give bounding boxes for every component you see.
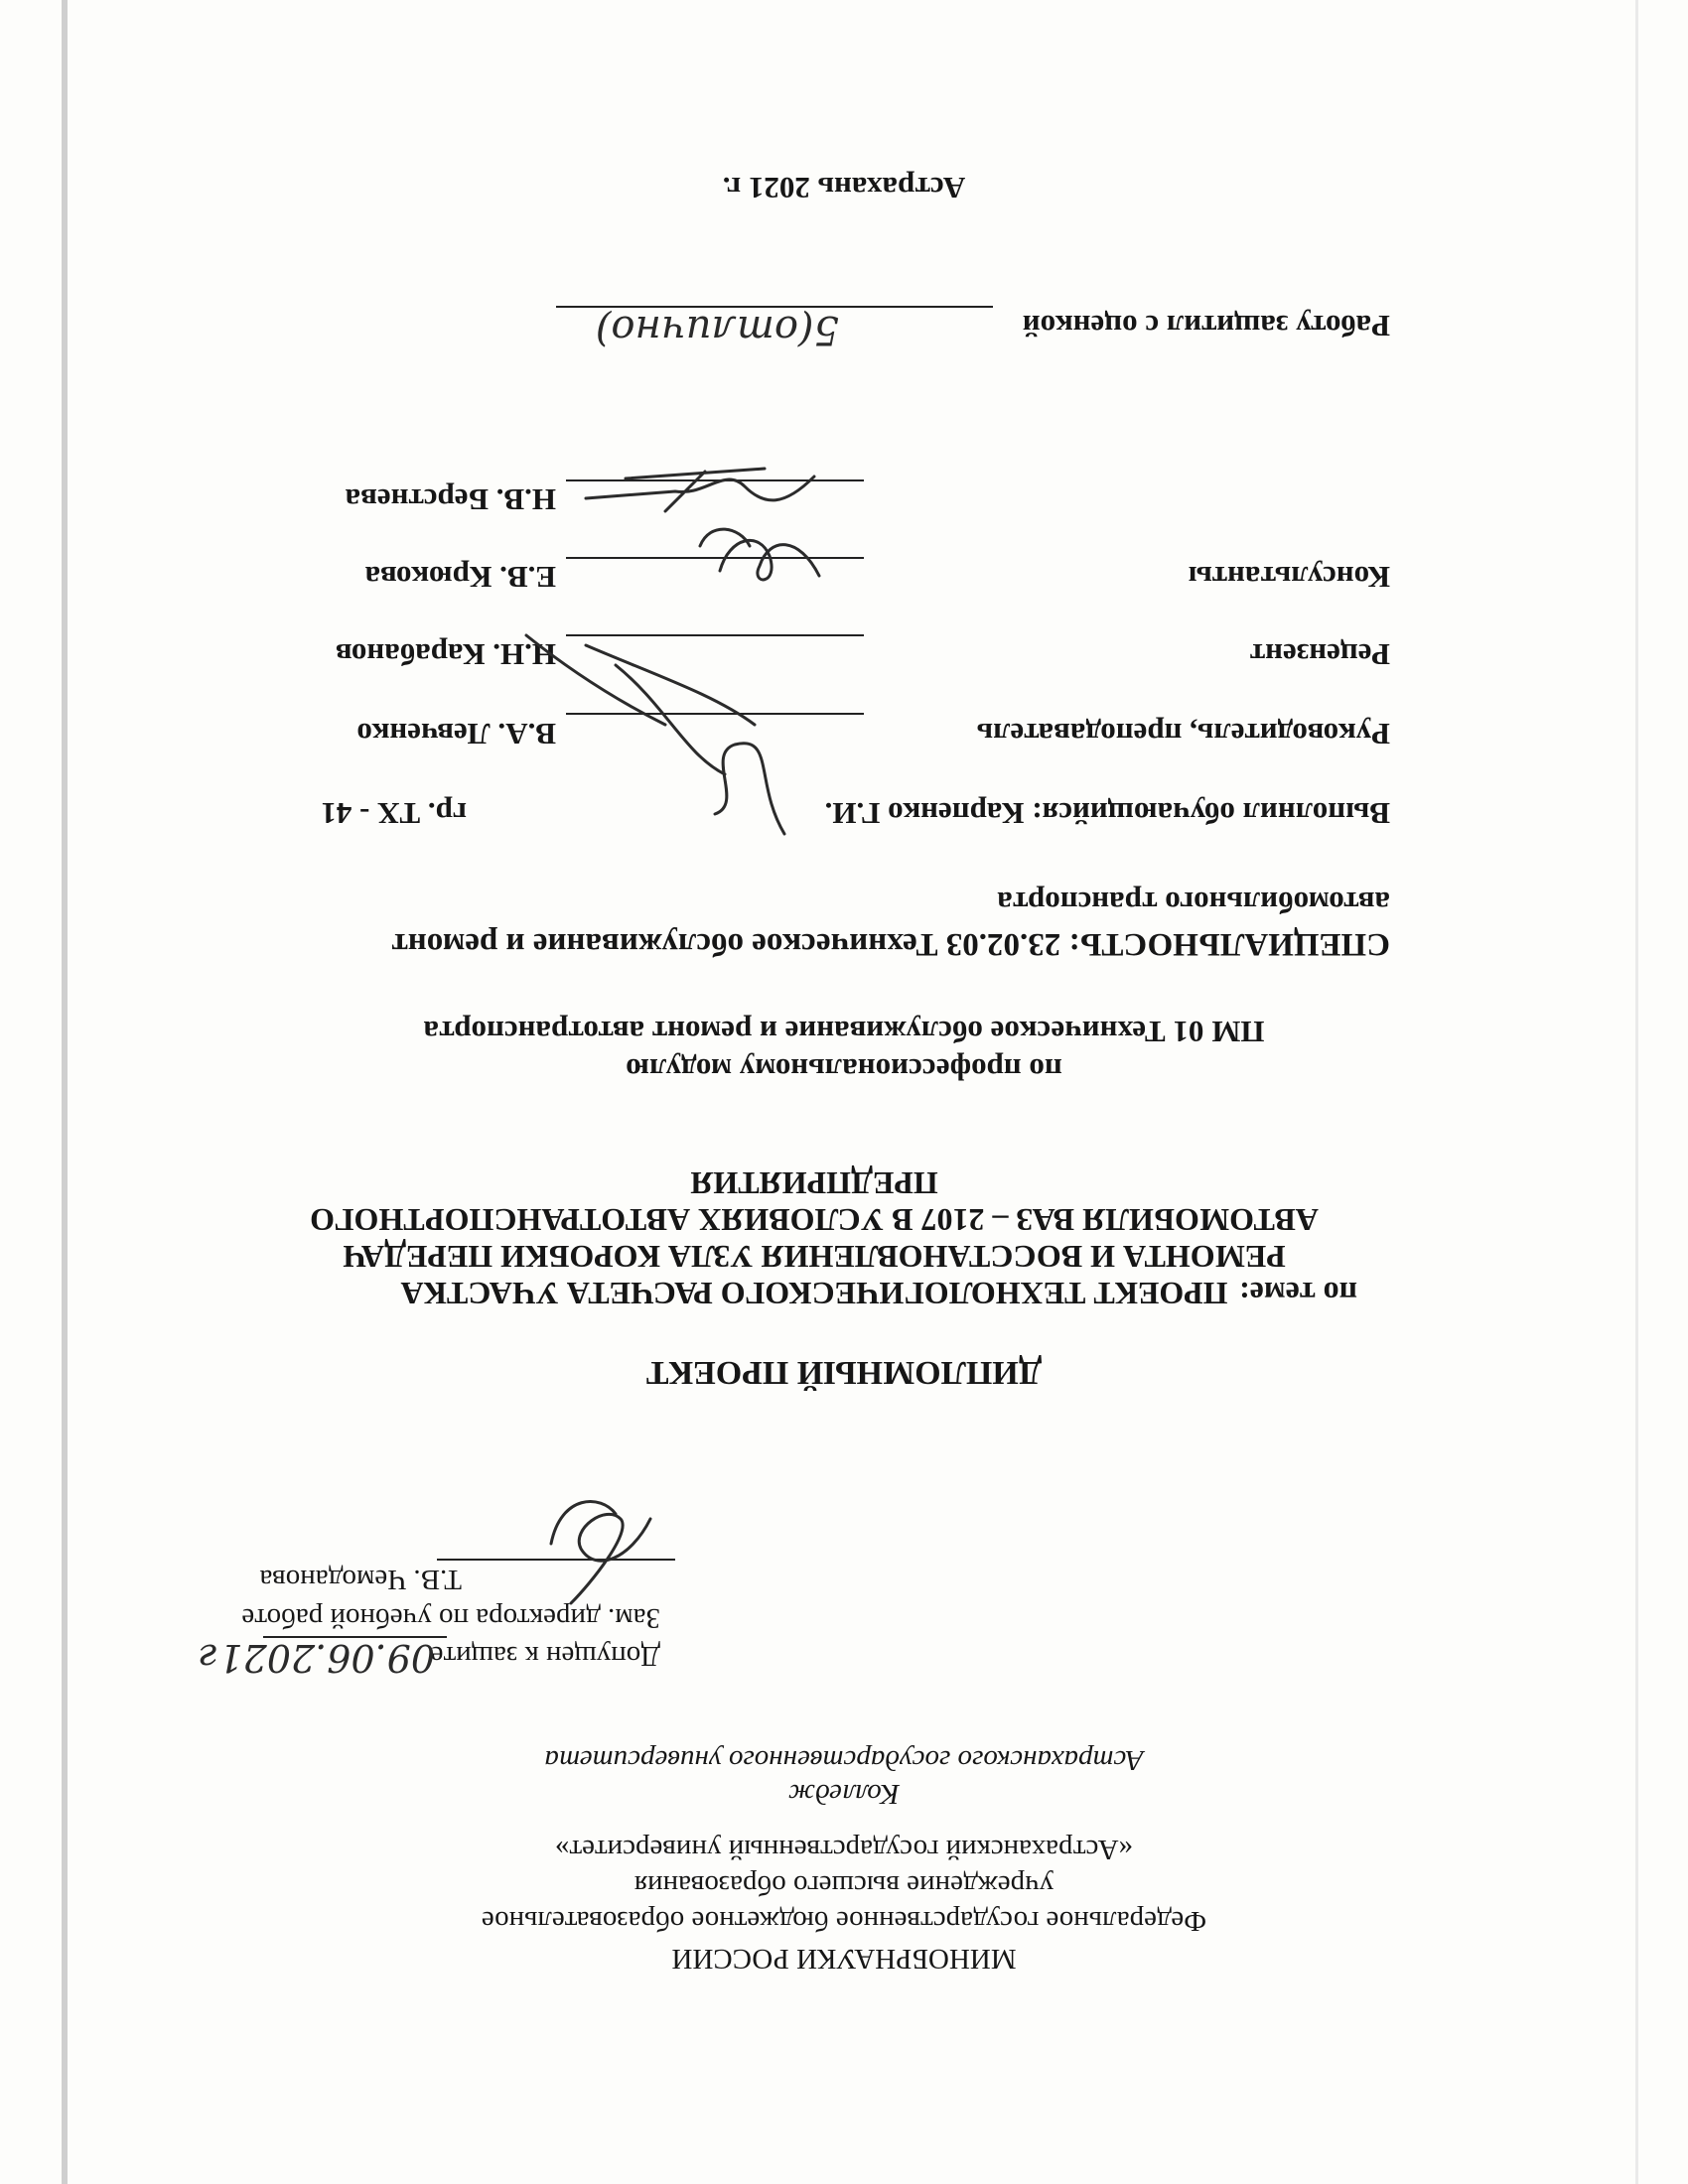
consultant-2-signature [566,457,824,516]
consultant-1-name: Е.В. Крюкова [364,560,556,595]
approver-name: Т.В. Чемоданова [259,1564,462,1595]
consultant-2-name: Н.В. Берстнева [345,482,556,517]
scan-edge-shadow [62,0,68,2184]
college-line-2: Астраханского государственного университета [544,1744,1144,1776]
admitted-label: Допущен к защите [430,1640,660,1672]
scan-edge-margin [1635,0,1638,2184]
topic-line-3: АВТОМОБИЛЯ ВАЗ – 2107 В УСЛОВИЯХ АВТОТРАНСПОРТНОГО [310,1202,1319,1238]
reviewer-name: Н.Н. Карабанов [335,637,556,672]
consultant-1-signature [690,516,839,606]
supervisor-reviewer-signature [496,625,814,874]
specialty-line-1: СПЕЦИАЛЬНОСТЬ: 23.02.03 Техническое обслуживание и ремонт [391,926,1390,962]
reviewer-label: Рецензент [1249,637,1390,672]
ministry-name: МИНОБРНАУКИ РОССИИ [671,1943,1017,1975]
topic-line-1: ПРОЕКТ ТЕХНОЛОГИЧЕСКОГО РАСЧЕТА УЧАСТКА [400,1276,1228,1311]
admitted-date: 09.06.2021г [200,1636,435,1680]
topic-label: по теме: [1238,1276,1357,1311]
supervisor-name: В.А. Левченко [356,717,556,751]
student-label: Выполнил обучающийся: Карпенко Г.И. [824,796,1390,831]
institution-line-3: «Астраханский государственный университет» [554,1834,1134,1865]
topic-line-4: ПРЕДПРИЯТИЯ [690,1165,938,1201]
document-type: ДИПЛОМНЫЙ ПРОЕКТ [645,1354,1043,1391]
institution-line-2: учреждение высшего образования [633,1869,1055,1901]
specialty-line-2: автомобильного транспорта [997,886,1390,920]
admitted-date-line [263,1636,447,1638]
approver-signature [541,1464,690,1613]
supervisor-label: Руководитель, преподаватель [976,717,1390,751]
college-line-1: Колледж [788,1778,900,1810]
module-name: ПМ 01 Техническое обслуживание и ремонт автотранспорта [423,1015,1265,1049]
institution-line-1: Федеральное государственное бюджетное образовательное [481,1905,1207,1937]
consultants-label: Консультанты [1188,560,1390,595]
city-year: Астрахань 2021 г. [722,171,966,205]
student-group: гр. ТХ - 41 [321,796,467,831]
topic-line-2: РЕМОНТА И ВОССТАНОВЛЕНИЯ УЗЛА КОРОБКИ ПЕРЕДАЧ [343,1239,1286,1275]
grade-value: 5(отлично) [595,307,839,352]
grade-line [556,306,993,308]
grade-label: Работу защитил с оценкой [1022,309,1390,343]
module-label: по профессиональному модулю [626,1052,1062,1087]
approver-position: Зам. директора по учебной работе [241,1602,660,1634]
